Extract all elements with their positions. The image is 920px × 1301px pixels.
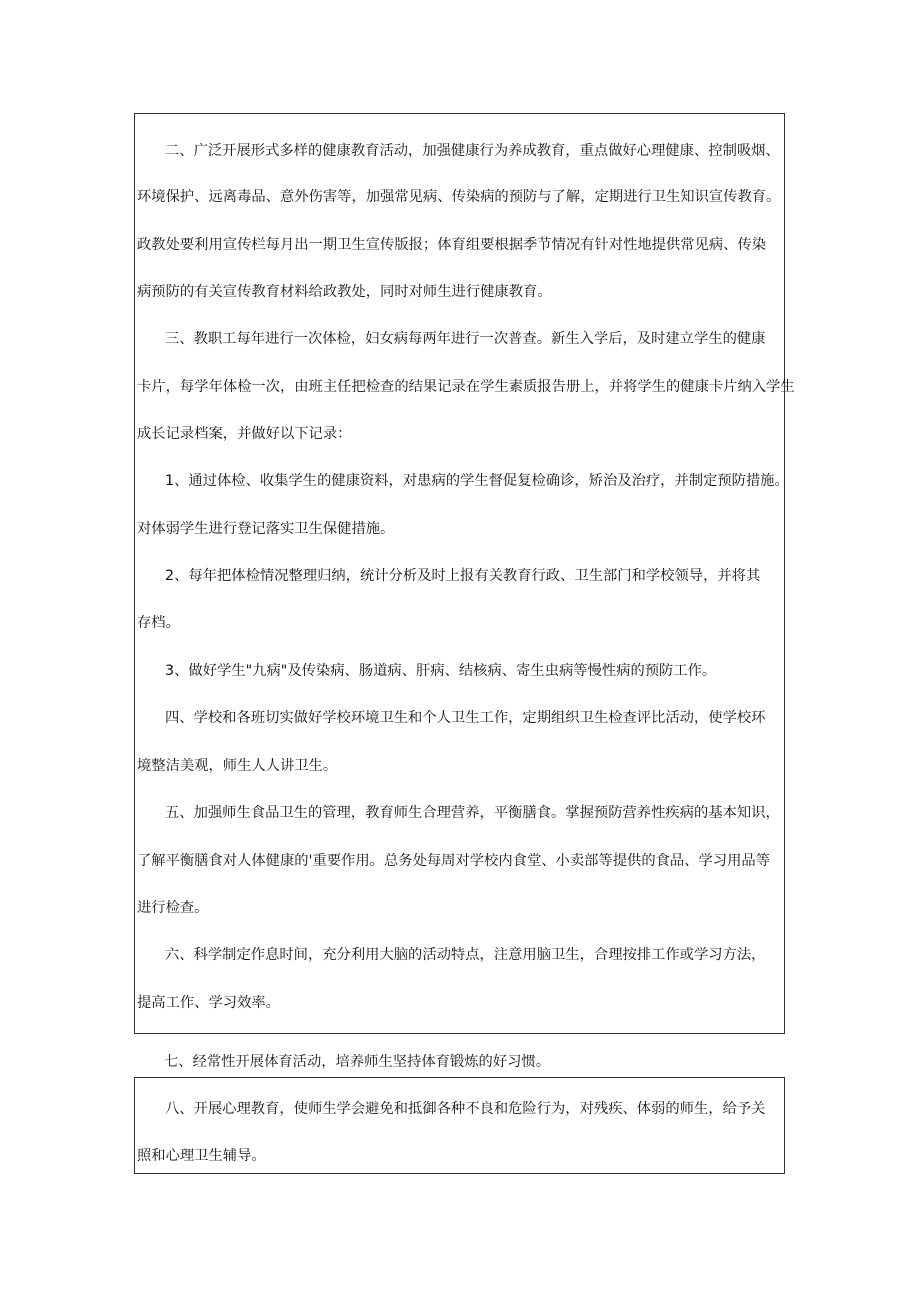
item-1-line-1: 1、通过体检、收集学生的健康资料，对患病的学生督促复检确诊，矫治及治疗，并制定预防措施。 xyxy=(165,473,789,489)
para-4-line-1: 四、学校和各班切实做好学校环境卫生和个人卫生工作，定期组织卫生检查评比活动，使学校环 xyxy=(165,710,766,726)
para-3-line-3: 成长记录档案，并做好以下记录： xyxy=(137,426,352,442)
para-3-line-1: 三、教职工每年进行一次体检，妇女病每两年进行一次普查。新生入学后，及时建立学生的健康 xyxy=(165,331,766,347)
para-5-line-2: 了解平衡膳食对人体健康的'重要作用。总务处每周对学校内食堂、小卖部等提供的食品、学习用品等 xyxy=(137,853,770,869)
para-5-line-3: 进行检查。 xyxy=(137,900,209,916)
para-6-line-2: 提高工作、学习效率。 xyxy=(137,995,280,1011)
para-4-line-2: 境整洁美观，师生人人讲卫生。 xyxy=(137,758,338,774)
item-2-line-2: 存档。 xyxy=(137,615,180,631)
item-1-line-2: 对体弱学生进行登记落实卫生保健措施。 xyxy=(137,521,395,537)
para-2-line-3: 政教处要利用宣传栏每月出一期卫生宣传版报；体育组要根据季节情况有针对性地提供常见病、传染 xyxy=(137,237,767,253)
para-2-line-4: 病预防的有关宣传教育材料给政教处，同时对师生进行健康教育。 xyxy=(137,284,552,300)
para-3-line-2: 卡片，每学年体检一次，由班主任把检查的结果记录在学生素质报告册上，并将学生的健康卡片纳入学生 xyxy=(137,379,795,395)
content-box-secondary xyxy=(134,1077,785,1174)
para-6-line-1: 六、科学制定作息时间，充分利用大脑的活动特点，注意用脑卫生，合理按排工作或学习方法， xyxy=(165,947,766,963)
content-box-main xyxy=(134,113,795,1034)
para-8-line-1: 八、开展心理教育，使师生学会避免和抵御各种不良和危险行为，对残疾、体弱的师生，给予关 xyxy=(165,1101,766,1117)
para-2-line-2: 环境保护、远离毒品、意外伤害等，加强常见病、传染病的预防与了解，定期进行卫生知识宣传教育。 xyxy=(137,189,781,205)
para-5-line-1: 五、加强师生食品卫生的管理，教育师生合理营养，平衡膳食。掌握预防营养性疾病的基本知识， xyxy=(165,805,780,821)
para-7-line-1: 七、经常性开展体育活动，培养师生坚持体育锻炼的好习惯。 xyxy=(164,1054,551,1070)
item-2-line-1: 2、每年把体检情况整理归纳，统计分析及时上报有关教育行政、卫生部门和学校领导，并将其 xyxy=(165,568,761,584)
item-3-line-1: 3、做好学生"九病"及传染病、肠道病、肝病、结核病、寄生虫病等慢性病的预防工作。 xyxy=(165,663,717,679)
para-2-line-1: 二、广泛开展形式多样的健康教育活动，加强健康行为养成教育，重点做好心理健康、控制吸烟、 xyxy=(165,143,780,159)
para-8-line-2: 照和心理卫生辅导。 xyxy=(137,1148,266,1164)
